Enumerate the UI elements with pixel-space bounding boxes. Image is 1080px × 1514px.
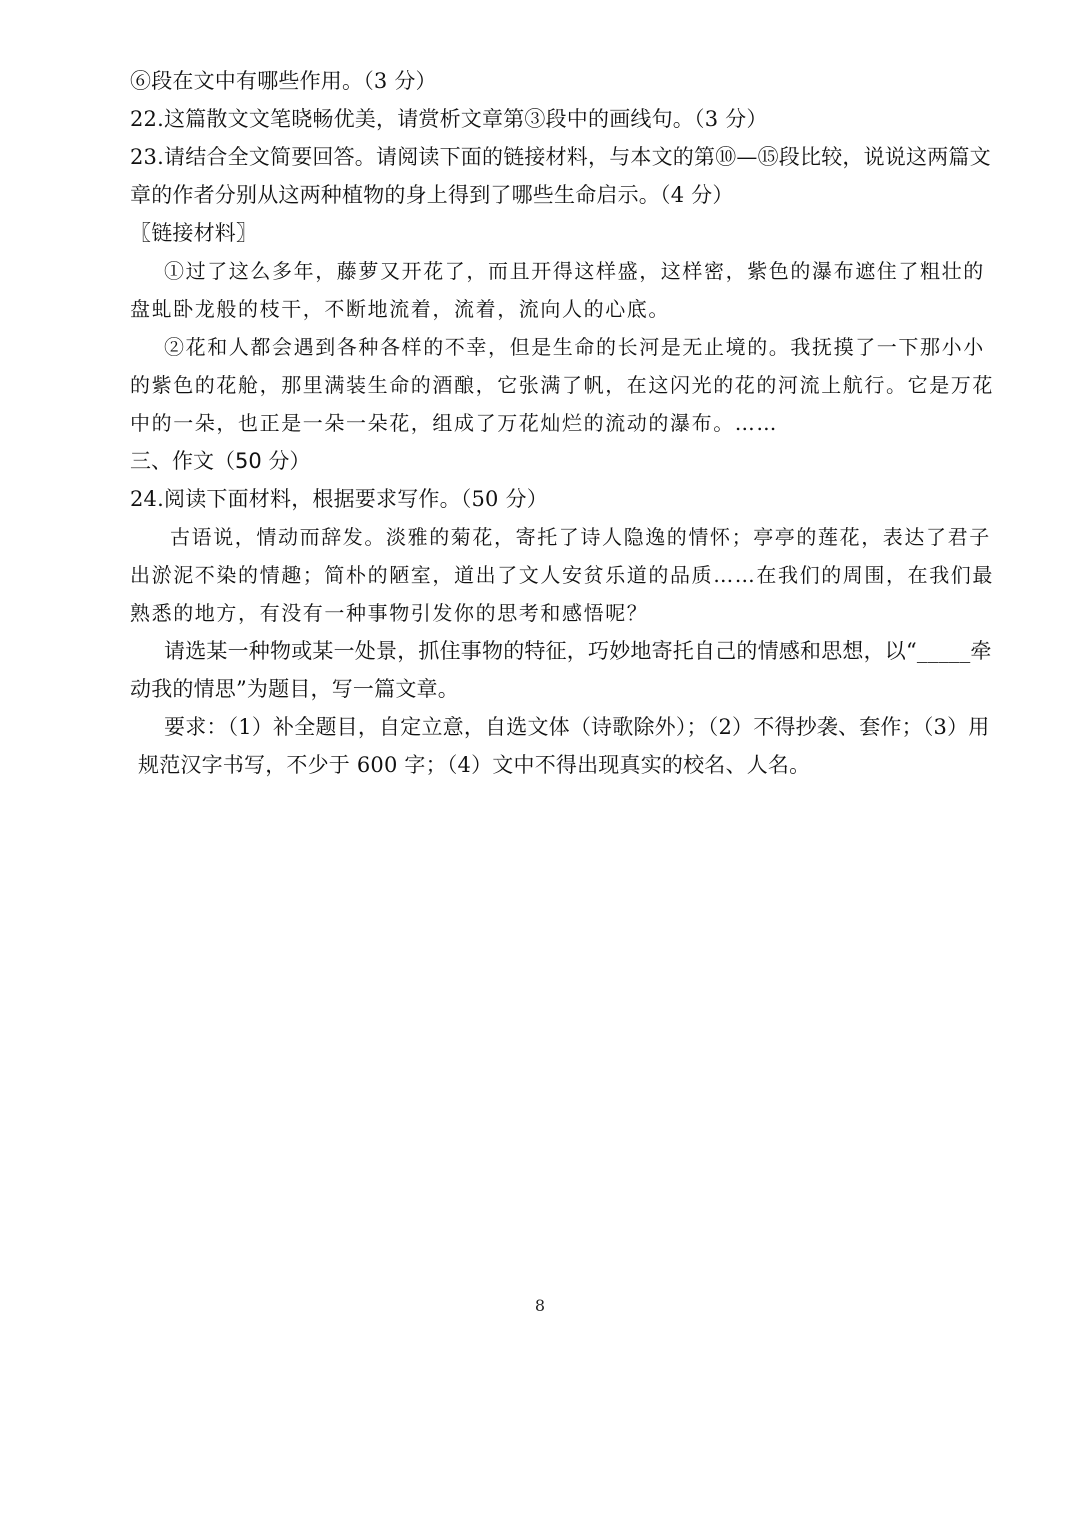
link-material-title: 〖链接材料〗 <box>130 221 258 245</box>
link-paragraph-1-line-1: ①过了这么多年，藤萝又开花了，而且开得这样盛，这样密，紫色的瀑布遮住了粗壮的 <box>164 259 985 283</box>
essay-material-line-1: 古语说，情动而辞发。淡雅的菊花，寄托了诗人隐逸的情怀；亭亭的莲花，表达了君子 <box>170 525 991 549</box>
link-paragraph-2-line-1: ②花和人都会遇到各种各样的不幸，但是生命的长河是无止境的。我抚摸了一下那小小 <box>164 335 985 359</box>
page-number: 8 <box>534 1296 546 1315</box>
link-paragraph-2-line-3: 中的一朵，也正是一朵一朵花，组成了万花灿烂的流动的瀑布。…… <box>130 411 778 435</box>
essay-requirements-line-2: 规范汉字书写，不少于 600 字；（4）文中不得出现真实的校名、人名。 <box>138 753 811 777</box>
question-23-line-2: 章的作者分别从这两种植物的身上得到了哪些生命启示。（4 分） <box>130 183 734 207</box>
question-23-line-1: 23.请结合全文简要回答。请阅读下面的链接材料，与本文的第⑩—⑮段比较，说说这两篇文 <box>130 145 991 169</box>
question-21-tail: ⑥段在文中有哪些作用。（3 分） <box>130 69 437 93</box>
link-paragraph-2-line-2: 的紫色的花舱，那里满装生命的酒酿，它张满了帆，在这闪光的花的河流上航行。它是万花 <box>130 373 994 397</box>
essay-prompt-line-1: 请选某一种物或某一处景，抓住事物的特征，巧妙地寄托自己的情感和思想，以“_____牵 <box>164 639 992 663</box>
question-22: 22.这篇散文文笔晓畅优美，请赏析文章第③段中的画线句。（3 分） <box>130 107 768 131</box>
essay-material-line-2: 出淤泥不染的情趣；简朴的陋室，道出了文人安贫乐道的品质……在我们的周围，在我们最 <box>130 563 994 587</box>
essay-requirements-line-1: 要求：（1）补全题目，自定立意，自选文体（诗歌除外）；（2）不得抄袭、套作；（3）用 <box>164 715 990 739</box>
page-content <box>130 62 994 784</box>
question-24: 24.阅读下面材料，根据要求写作。（50 分） <box>130 487 548 511</box>
section-3-heading: 三、作文（50 分） <box>130 449 311 473</box>
essay-material-line-3: 熟悉的地方，有没有一种事物引发你的思考和感悟呢？ <box>130 601 649 625</box>
link-paragraph-1-line-2: 盘虬卧龙般的枝干，不断地流着，流着，流向人的心底。 <box>130 297 670 321</box>
essay-prompt-line-2: 动我的情思”为题目，写一篇文章。 <box>130 677 459 701</box>
